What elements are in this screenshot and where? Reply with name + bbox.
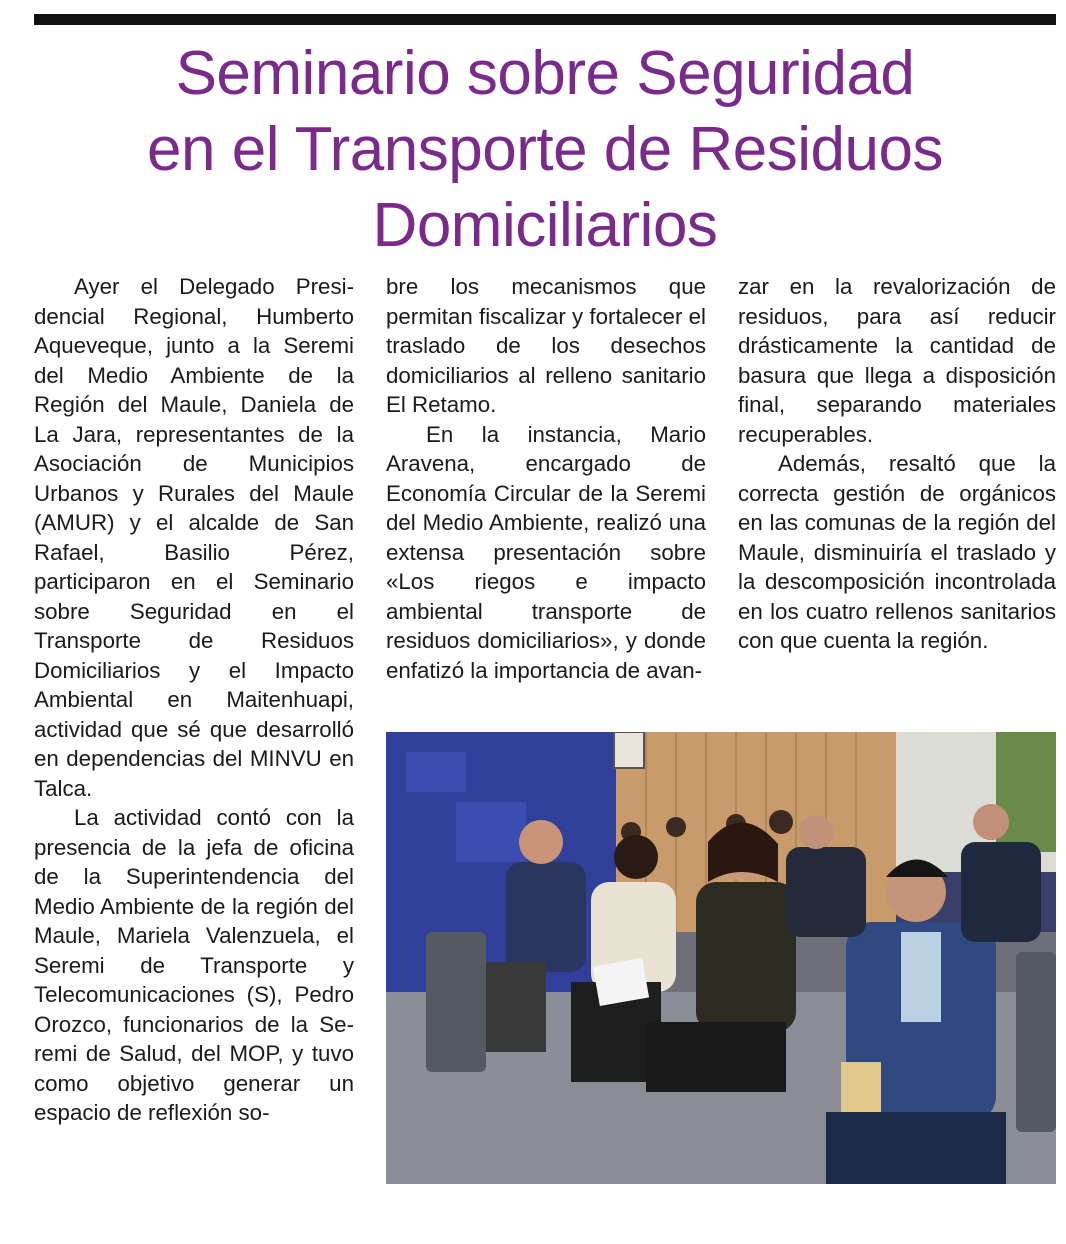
headline-line-1: Seminario sobre Seguridad bbox=[175, 39, 915, 108]
headline bbox=[34, 36, 1056, 264]
notebook bbox=[841, 1062, 881, 1117]
paragraph-4: Además, resaltó que la correcta gestión de orgánicos en las comunas de la región del Maule, disminuiría el traslado y la descomposición incontrolada en los cuatro rellenos sanitarios con que cuenta la región. bbox=[738, 451, 1056, 653]
framed-portrait bbox=[614, 732, 644, 768]
top-rule bbox=[34, 14, 1056, 25]
seminar-photo bbox=[386, 732, 1056, 1184]
paragraph-1: Ayer el Delegado Presidencial Regional, Humberto Aqueveque, junto a la Seremi del Medio Ambiente de la Región del Maule, Daniela de La Jara, representantes de la Asociación de Municipios Urbanos y Rurales del Maule (AMUR) y el alcalde de San Rafael, Basilio Pérez, participaron en el Seminario sobre Seguridad en el Transporte de Residuos Domiciliarios y el Impacto Ambiental en Maitenhuapi, actividad que sé que desarrolló en dependencias del MINVU en Talca. bbox=[34, 274, 354, 801]
window-plants bbox=[996, 732, 1056, 852]
paragraph-2-part-1: La actividad contó con la presencia de la jefa de oficina de la Superintendencia del Medio Ambiente de la región del Maule, Mariela Valenzuela, el Seremi de Transporte y Telecomunicaciones (S), Pedro Orozco, funcionarios de la Seremi de Salud, del MOP, y tuvo como objetivo generar un espacio de reflexión so- bbox=[34, 805, 354, 1125]
article-column-3 bbox=[738, 272, 1056, 656]
backdrop-logo-2 bbox=[456, 802, 526, 862]
article-column-1 bbox=[34, 272, 354, 1128]
seminar-photo-illustration bbox=[386, 732, 1056, 1184]
paragraph-2-part-2: bre los mecanismos que permitan fiscalizar y fortalecer el traslado de los desechos domiciliarios al relleno sanitario El Retamo. bbox=[386, 274, 706, 417]
backdrop-logo-1 bbox=[406, 752, 466, 792]
headline-line-2: en el Transporte de Residuos bbox=[147, 115, 943, 184]
paragraph-3-part-2: zar en la revalorización de residuos, para así reducir drásticamente la cantidad de basura que llega a disposición final, separando materiales recuperables. bbox=[738, 274, 1056, 447]
headline-line-3: Domiciliarios bbox=[372, 191, 718, 260]
article-column-2 bbox=[386, 272, 706, 685]
paragraph-3-part-1: En la instancia, Mario Aravena, encargado de Economía Circular de la Seremi del Medio Ambiente, realizó una extensa presentación sobre «Los riegos e impacto ambiental transporte de residuos domiciliarios», y donde enfatizó la importancia de avan- bbox=[386, 421, 706, 683]
